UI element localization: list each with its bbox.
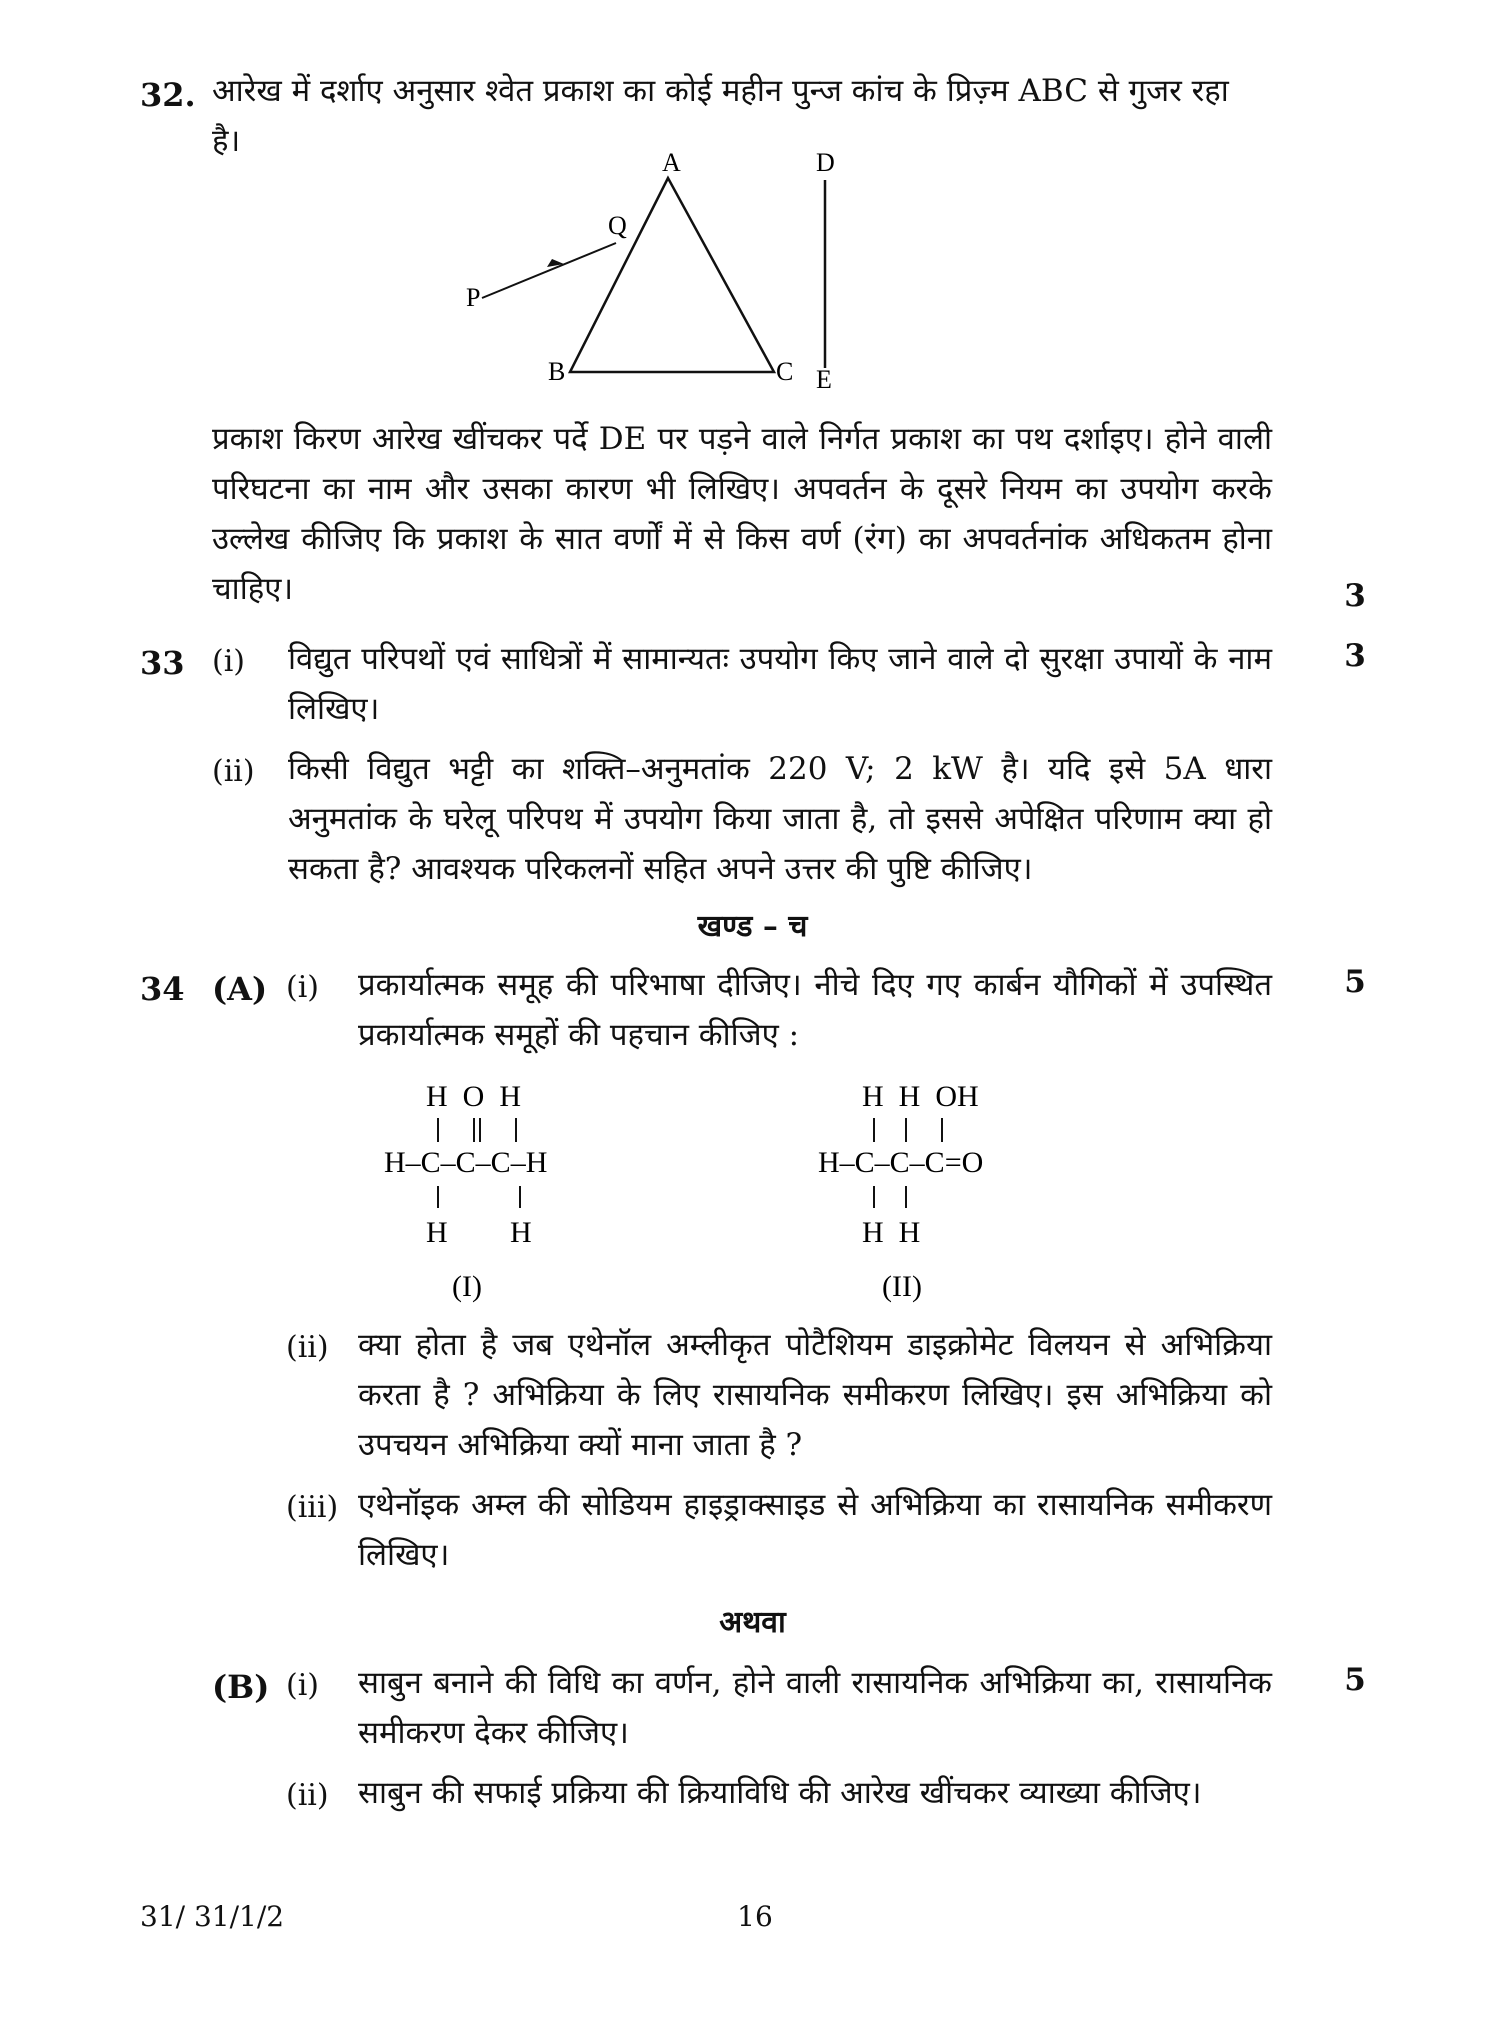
q34-option-a: (A) bbox=[212, 970, 268, 1008]
label-p: P bbox=[466, 283, 481, 312]
prism-diagram bbox=[440, 140, 880, 400]
q34-option-b: (B) bbox=[212, 1668, 270, 1706]
q33-part1-text: विद्युत परिपथों एवं साधित्रों में सामान्यतः उपयोग किए जाने वाले दो सुरक्षा उपायों के नाम लिखिए। bbox=[288, 641, 1272, 727]
q34-a-i-label: (i) bbox=[286, 970, 320, 1005]
q32-line2: है। bbox=[212, 123, 241, 159]
q34-a-iii-label: (iii) bbox=[286, 1490, 339, 1525]
q34-a-ii-text: क्या होता है जब एथेनॉल अम्लीकृत पोटैशियम डाइक्रोमेट विलयन से अभिक्रिया करता है ? अभिक्रिया के लिए रासायनिक समीकरण लिखिए। इस अभिक्रिया को उपचयन अभिक्रिया क्यों माना जाता है ? bbox=[358, 1327, 1272, 1463]
q33-part2-text: किसी विद्युत भट्टी का शक्ति–अनुमतांक 220 V; 2 kW है। यदि इसे 5A धारा अनुमतांक के घरेलू परिपथ में उपयोग किया जाता है, तो इससे अपेक्षित परिणाम क्या हो सकता है? आवश्यक परिकलनों सहित अपने उत्तर की पुष्टि कीजिए। bbox=[288, 751, 1272, 887]
q33-part2-label: (ii) bbox=[212, 754, 255, 789]
q34-a-ii-label: (ii) bbox=[286, 1330, 329, 1365]
label-q: Q bbox=[608, 211, 627, 240]
label-c: C bbox=[776, 357, 794, 386]
q34-a-iii-text: एथेनॉइक अम्ल की सोडियम हाइड्राक्साइड से अभिक्रिया का रासायनिक समीकरण लिखिए। bbox=[358, 1487, 1272, 1573]
q34-a-i-text: प्रकार्यात्मक समूह की परिभाषा दीजिए। नीचे दिए गए कार्बन यौगिकों में उपस्थित प्रकार्यात्मक समूहों की पहचान कीजिए : bbox=[358, 967, 1272, 1053]
q34-number: 34 bbox=[140, 970, 185, 1008]
q34-marks-b: 5 bbox=[1344, 1662, 1366, 1698]
q33-part1-label: (i) bbox=[212, 644, 246, 679]
page-number: 16 bbox=[737, 1900, 773, 1933]
label-b: B bbox=[548, 357, 566, 386]
s2-top-atoms: H H OH bbox=[862, 1080, 979, 1113]
q34-b-ii-text: साबुन की सफाई प्रक्रिया की क्रियाविधि की आरेख खींचकर व्याख्या कीजिए। bbox=[358, 1775, 1202, 1811]
paper-code: 31/ 31/1/2 bbox=[140, 1900, 285, 1933]
q33-number: 33 bbox=[140, 644, 185, 682]
q32-number: 32. bbox=[140, 76, 196, 114]
prism-triangle bbox=[570, 178, 774, 372]
label-e: E bbox=[816, 365, 832, 394]
structure-2 bbox=[808, 1070, 1048, 1310]
s1-bottom-right: H bbox=[510, 1216, 532, 1249]
q34-b-i-text: साबुन बनाने की विधि का वर्णन, होने वाली रासायनिक अभिक्रिया का, रासायनिक समीकरण देकर कीजिए। bbox=[358, 1665, 1272, 1751]
label-a: A bbox=[662, 148, 681, 177]
q34-b-ii-label: (ii) bbox=[286, 1778, 329, 1813]
s2-chain: H–C–C–C=O bbox=[818, 1146, 984, 1179]
s1-chain: H–C–C–C–H bbox=[384, 1146, 548, 1179]
s1-bottom-left: H bbox=[426, 1216, 448, 1249]
q33-marks: 3 bbox=[1344, 638, 1366, 674]
s1-label: (I) bbox=[452, 1270, 482, 1303]
structure-1 bbox=[370, 1070, 600, 1310]
q32-marks: 3 bbox=[1344, 578, 1366, 614]
q34-b-i-label: (i) bbox=[286, 1668, 320, 1703]
s2-bottom-atoms: H H bbox=[862, 1216, 921, 1249]
q32-body: प्रकाश किरण आरेख खींचकर पर्दे DE पर पड़ने वाले निर्गत प्रकाश का पथ दर्शाइए। होने वाली परिघटना का नाम और उसका कारण भी लिखिए। अपवर्तन के दूसरे नियम का उपयोग करके उल्लेख कीजिए कि प्रकाश के सात वर्णों में से किस वर्ण (रंग) का अपवर्तनांक अधिकतम होना चाहिए। bbox=[212, 421, 1272, 607]
section-heading: खण्ड – च bbox=[697, 909, 808, 944]
s1-top-atoms: H O H bbox=[426, 1080, 521, 1113]
s2-label: (II) bbox=[882, 1270, 922, 1303]
label-d: D bbox=[816, 148, 835, 177]
q34-marks-a: 5 bbox=[1344, 964, 1366, 1000]
or-divider: अथवा bbox=[719, 1605, 786, 1640]
q32-line1: आरेख में दर्शाए अनुसार श्वेत प्रकाश का कोई महीन पुन्ज कांच के प्रिज़्म ABC से गुजर रहा bbox=[212, 73, 1229, 109]
incident-ray bbox=[482, 243, 616, 298]
